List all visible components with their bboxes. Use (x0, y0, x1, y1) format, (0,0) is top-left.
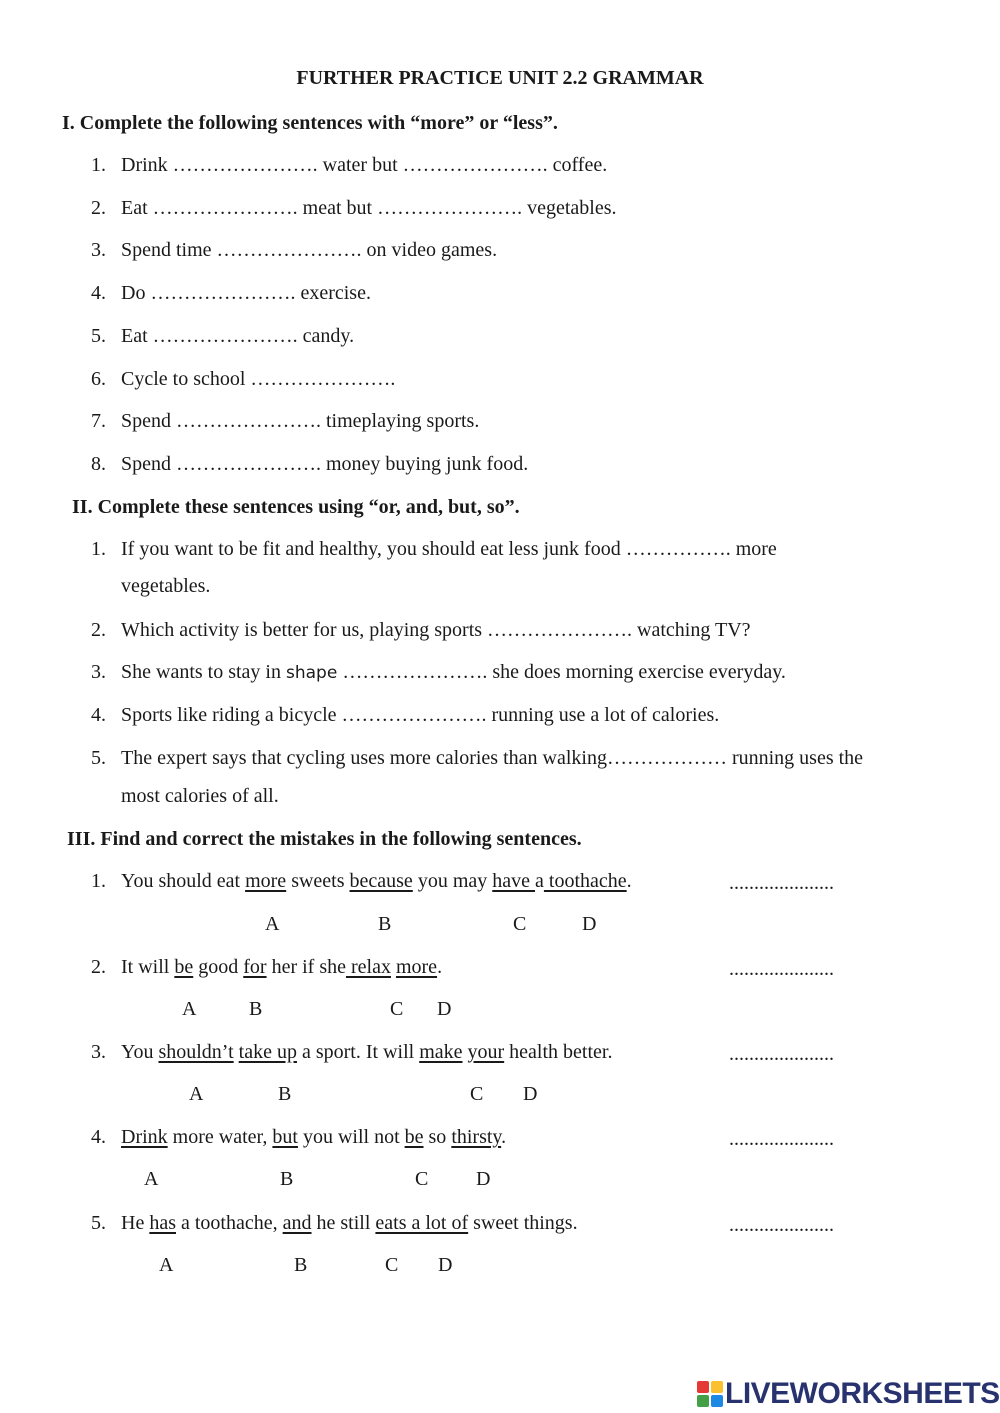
sentence-word-shape: shape (286, 663, 338, 683)
item-number: 7. (91, 410, 106, 432)
sentence-line (121, 1042, 612, 1062)
sentence-part: sweets (286, 870, 350, 892)
option-letter: B (378, 913, 392, 935)
option-letter: C (513, 913, 527, 935)
underlined-option: more (395, 956, 438, 978)
option-letter: D (476, 1168, 491, 1190)
sentence-part: good (193, 956, 244, 978)
sentence-line (121, 957, 442, 977)
sentence-line: vegetables. (121, 575, 211, 597)
underlined-option: shouldn’t (158, 1041, 234, 1063)
underlined-option: have (492, 870, 536, 892)
answer-blank[interactable]: ..................... (729, 1128, 834, 1150)
item-number: 2. (91, 619, 106, 641)
sentence-part: . (501, 1126, 507, 1148)
sentence-part: health better. (504, 1041, 613, 1063)
underlined-option: make (419, 1041, 463, 1063)
sentence-line (121, 1213, 578, 1233)
item-number: 2. (91, 197, 106, 219)
answer-blank[interactable]: ..................... (729, 958, 834, 980)
underlined-option: take up (238, 1041, 297, 1063)
sentence-line: most calories of all. (121, 785, 279, 807)
sentence-part: He (121, 1212, 150, 1234)
logo-grid-icon (697, 1381, 723, 1407)
sentence-line: The expert says that cycling uses more calories than walking……………… running uses the (121, 747, 864, 769)
sentence-line: Eat …………………. meat but …………………. vegetables. (121, 197, 617, 219)
underlined-option: for (243, 956, 267, 978)
underlined-option: more (245, 870, 287, 892)
option-letter: A (189, 1083, 204, 1105)
sentence-part: a (535, 870, 544, 892)
option-letter: A (159, 1254, 174, 1276)
underlined-option: relax (345, 956, 391, 978)
sentence-line: If you want to be fit and healthy, you should eat less junk food ……………. more (121, 538, 777, 560)
answer-blank[interactable]: ..................... (729, 1043, 834, 1065)
option-letter: D (438, 1254, 453, 1276)
item-number: 5. (91, 747, 106, 769)
sentence-part: …………………. she does morning exercise everyday. (337, 661, 786, 683)
item-number: 4. (91, 704, 106, 726)
sentence-part: She wants to stay in (121, 661, 286, 683)
sentence-part: sweet things. (468, 1212, 578, 1234)
logo-square (711, 1381, 723, 1393)
logo-square (697, 1381, 709, 1393)
item-number: 1. (91, 154, 106, 176)
sentence-part: you may (412, 870, 493, 892)
sentence-part: he still (311, 1212, 376, 1234)
item-number: 3. (91, 661, 106, 683)
option-letter: B (294, 1254, 308, 1276)
option-letter: B (249, 998, 263, 1020)
option-letter: D (582, 913, 597, 935)
sentence-line: Which activity is better for us, playing sports …………………. watching TV? (121, 619, 751, 641)
sentence-line: Spend …………………. money buying junk food. (121, 453, 529, 475)
item-number: 5. (91, 1212, 106, 1234)
sentence-line: Spend …………………. timeplaying sports. (121, 410, 480, 432)
section-2-heading: II. Complete these sentences using “or, and, but, so”. (72, 496, 520, 518)
underlined-option: thirsty (451, 1126, 502, 1148)
option-letter: A (265, 913, 280, 935)
answer-blank[interactable]: ..................... (729, 1214, 834, 1236)
sentence-part: so (423, 1126, 452, 1148)
option-letter: A (144, 1168, 159, 1190)
underlined-option: and (282, 1212, 312, 1234)
sentence-line: Drink …………………. water but …………………. coffee. (121, 154, 608, 176)
sentence-line (121, 1127, 506, 1147)
sentence-part: her if she (266, 956, 346, 978)
sentence-line: Do …………………. exercise. (121, 282, 371, 304)
underlined-option: your (467, 1041, 505, 1063)
option-letter: C (385, 1254, 399, 1276)
option-letter: D (523, 1083, 538, 1105)
sentence-line: Sports like riding a bicycle …………………. running use a lot of calories. (121, 704, 720, 726)
underlined-option: because (349, 870, 413, 892)
underlined-option: has (149, 1212, 176, 1234)
option-letter: B (280, 1168, 294, 1190)
item-number: 2. (91, 956, 106, 978)
item-number: 4. (91, 1126, 106, 1148)
item-number: 4. (91, 282, 106, 304)
sentence-part: It will (121, 956, 175, 978)
item-number: 6. (91, 368, 106, 390)
sentence-part: you will not (297, 1126, 405, 1148)
logo-text: LIVEWORKSHEETS (725, 1377, 1000, 1410)
underlined-option: toothache (543, 870, 627, 892)
sentence-line (121, 662, 786, 682)
sentence-part: a sport. It will (296, 1041, 420, 1063)
item-number: 8. (91, 453, 106, 475)
underlined-option: Drink (121, 1126, 168, 1148)
liveworksheets-logo (697, 1378, 1000, 1410)
option-letter: B (278, 1083, 292, 1105)
option-letter: C (415, 1168, 429, 1190)
logo-square (697, 1395, 709, 1407)
underlined-option: eats a lot of (375, 1212, 469, 1234)
underlined-option: be (174, 956, 194, 978)
sentence-line (121, 871, 632, 891)
sentence-line: Spend time …………………. on video games. (121, 239, 498, 261)
section-1-heading: I. Complete the following sentences with “more” or “less”. (62, 112, 558, 134)
section-3-heading: III. Find and correct the mistakes in the following sentences. (67, 828, 582, 850)
answer-blank[interactable]: ..................... (729, 872, 834, 894)
sentence-part: more water, (167, 1126, 273, 1148)
sentence-part: . (626, 870, 632, 892)
page-title: FURTHER PRACTICE UNIT 2.2 GRAMMAR (296, 67, 704, 89)
sentence-part: You should eat (121, 870, 246, 892)
item-number: 3. (91, 239, 106, 261)
option-letter: C (390, 998, 404, 1020)
item-number: 3. (91, 1041, 106, 1063)
sentence-part: . (437, 956, 443, 978)
option-letter: C (470, 1083, 484, 1105)
underlined-option: but (272, 1126, 298, 1148)
item-number: 1. (91, 870, 106, 892)
item-number: 1. (91, 538, 106, 560)
sentence-part: a toothache, (176, 1212, 283, 1234)
option-letter: D (437, 998, 452, 1020)
item-number: 5. (91, 325, 106, 347)
sentence-part: You (121, 1041, 159, 1063)
sentence-line: Eat …………………. candy. (121, 325, 355, 347)
underlined-option: be (404, 1126, 424, 1148)
logo-square (711, 1395, 723, 1407)
sentence-line: Cycle to school …………………. (121, 368, 396, 390)
option-letter: A (182, 998, 197, 1020)
